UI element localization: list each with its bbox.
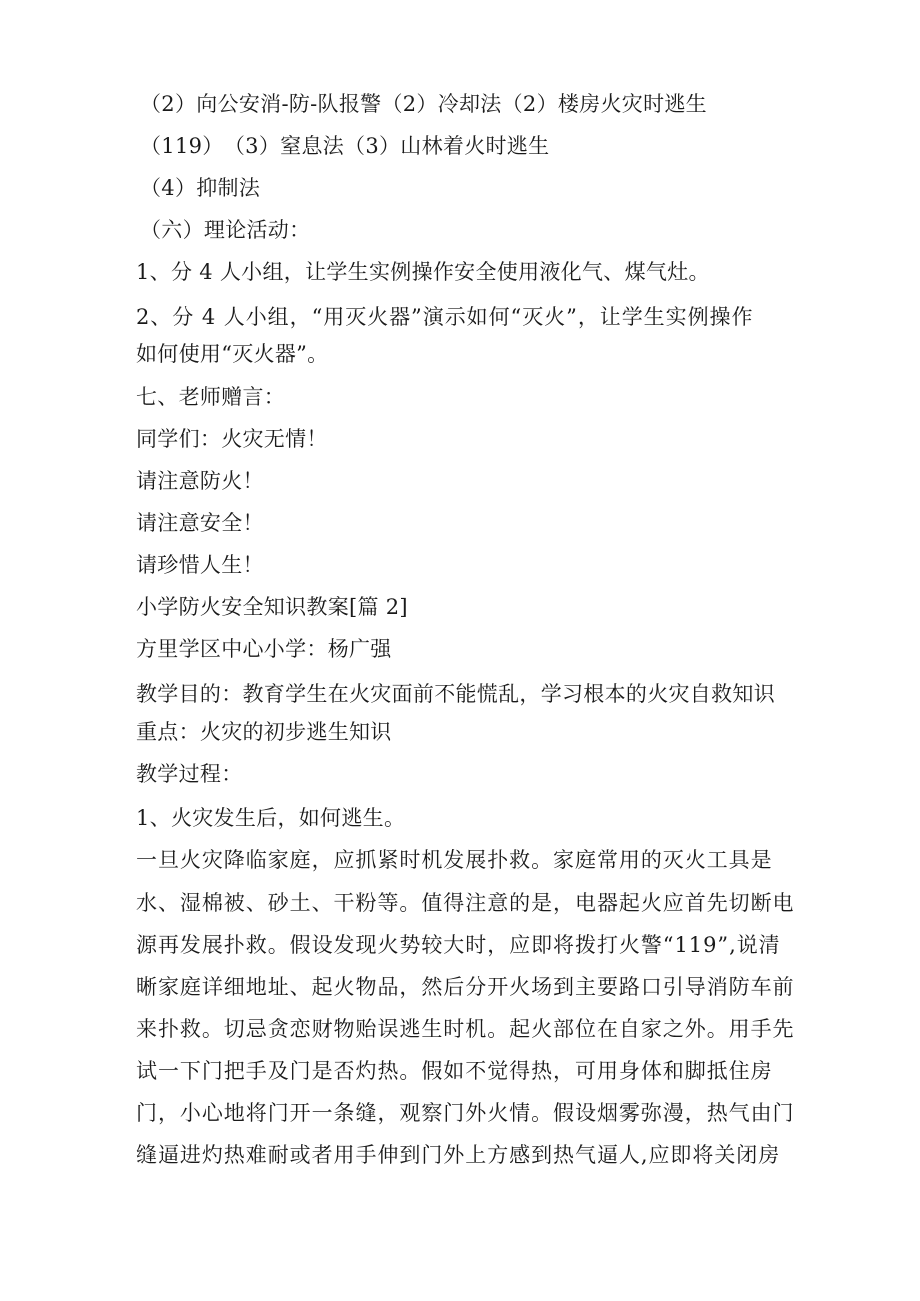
text-line: 教学目的：教育学生在火灾面前不能慌乱，学习根本的火灾自救知识 — [136, 682, 775, 706]
text-line: （119） （3）窒息法（3）山林着火时逃生 — [140, 134, 550, 158]
text-line: 请注意防火！ — [136, 469, 264, 493]
paragraph-line: 来扑救。切忌贪恋财物贻误逃生时机。起火部位在自家之外。用手先 — [136, 1017, 795, 1041]
section-heading: （六）理论活动： — [140, 218, 311, 242]
paragraph-line: 试一下门把手及门是否灼热。假如不觉得热，可用身体和脚抵住房 — [136, 1059, 773, 1083]
paragraph-line: 晰家庭详细地址、起火物品，然后分开火场到主要路口引导消防车前 — [136, 975, 795, 999]
paragraph-line: 门，小心地将门开一条缝，观察门外火情。假设烟雾弥漫，热气由门 — [136, 1101, 795, 1125]
text-line: （2）向公安消-防-队报警（2）冷却法（2）楼房火灾时逃生 — [140, 92, 707, 116]
text-line: 重点：火灾的初步逃生知识 — [136, 720, 392, 744]
text-line: （4）抑制法 — [140, 176, 261, 200]
paragraph-line: 一旦火灾降临家庭，应抓紧时机发展扑救。家庭常用的灭火工具是 — [136, 848, 773, 872]
text-line: 1、分 4 人小组，让学生实例操作安全使用液化气、煤气灶。 — [136, 260, 710, 284]
paragraph-line: 缝逼进灼热难耐或者用手伸到门外上方感到热气逼人,应即将关闭房 — [136, 1143, 781, 1167]
text-line: 2、分 4 人小组，“用灭火器”演示如何“灭火”，让学生实例操作 — [136, 305, 754, 329]
text-line: 同学们：火灾无情！ — [136, 427, 328, 451]
text-line: 如何使用“灭火器”。 — [136, 342, 329, 366]
paragraph-line: 水、湿棉被、砂土、干粉等。值得注意的是，电器起火应首先切断电 — [136, 891, 795, 915]
section-heading: 教学过程： — [136, 762, 243, 786]
author-line: 方里学区中心小学：杨广强 — [136, 637, 392, 661]
text-line: 请注意安全！ — [136, 511, 264, 535]
text-line: 请珍惜人生！ — [136, 553, 264, 577]
lesson-title: 小学防火安全知识教案[篇 2] — [136, 595, 408, 619]
text-line: 1、火灾发生后，如何逃生。 — [136, 806, 406, 830]
paragraph-line: 源再发展扑救。假设发现火势较大时，应即将拨打火警“119”,说清 — [136, 933, 781, 957]
section-heading: 七、老师赠言： — [136, 385, 286, 409]
